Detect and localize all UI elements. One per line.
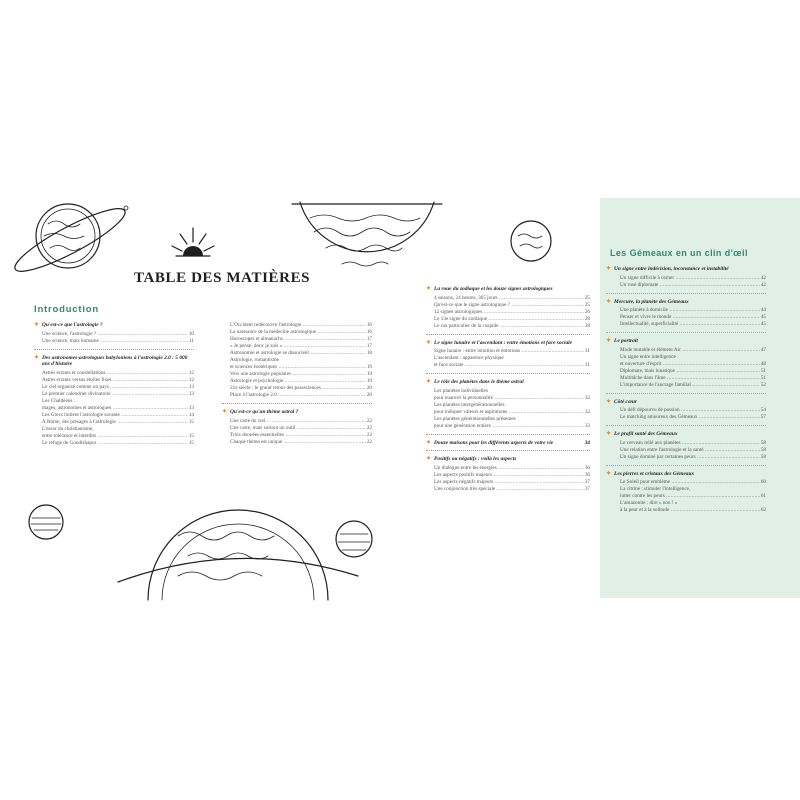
toc-entry[interactable]	[34, 412, 194, 419]
entry-label: Astrologie et psychologie .....	[230, 378, 366, 385]
page-number: 13	[188, 404, 194, 411]
striped-planet-illustration	[292, 198, 442, 288]
chapter-title: Des astronomes-astrologues babyloniens à l'astrologie 2.0 : 5 000 ans d'histoire	[42, 354, 188, 367]
toc-entry[interactable]	[222, 329, 372, 336]
page-number: 18	[366, 350, 372, 356]
star-icon: ✦	[606, 298, 612, 305]
entry-label: pour indiquer valeurs et aspirations .....	[434, 409, 584, 416]
toc-entry[interactable]	[426, 423, 590, 430]
page-number: 15	[188, 439, 194, 446]
toc-entry[interactable]	[34, 426, 194, 433]
section-divider	[222, 403, 372, 404]
section-divider	[606, 425, 766, 426]
toc-entry[interactable]	[606, 486, 766, 493]
ringed-planet-illustration	[8, 196, 138, 286]
chapter-title: Qu'est-ce que l'astrologie ?	[42, 322, 103, 328]
entry-label: Les aspects positifs majeurs .....	[434, 472, 584, 479]
entry-label: Les planètes générationnelles présentes	[434, 415, 516, 422]
entry-label: Un signe difficile à cerner .....	[620, 275, 760, 282]
page-number: 58	[760, 453, 766, 460]
page-number: 19	[366, 364, 372, 370]
entry-label: Trois données essentielles .....	[230, 432, 366, 439]
entry-label: pour une génération entière .....	[434, 423, 584, 430]
toc-column-2	[222, 322, 372, 446]
entry-label: Penser et vivre le monde .....	[620, 314, 760, 321]
entry-label: Intellectualité, superficialité .....	[620, 321, 760, 328]
entry-label: L'essor du christianisme,	[42, 425, 94, 432]
section-divider	[426, 334, 590, 335]
page-number: 22	[366, 431, 372, 438]
entry-label: L'ascendant : apparence physique	[434, 355, 504, 361]
page-number: 44	[760, 307, 766, 313]
chapter-title: Le portrait	[614, 338, 638, 344]
entry-label: Le cerveau relié aux planètes .....	[620, 440, 760, 447]
page-number: 16	[366, 329, 372, 335]
toc-entry[interactable]	[606, 447, 766, 454]
entry-label: Les planètes individuelles	[434, 387, 488, 394]
entry-label: Une planète à domicile .....	[620, 307, 760, 314]
toc-entry[interactable]	[606, 507, 766, 514]
page-number: 37	[584, 485, 590, 492]
toc-entry[interactable]	[606, 368, 766, 375]
page-number: 17	[366, 336, 372, 342]
toc-entry[interactable]	[222, 322, 372, 329]
toc-entry[interactable]	[34, 384, 194, 391]
page-number: 51	[760, 374, 766, 381]
entry-label: Place à l'astrologie 2.0 .....	[230, 392, 366, 399]
page-number: 42	[760, 274, 766, 281]
entry-label: lutter contre les peurs .....	[620, 493, 760, 500]
chapter-title: Mercure, la planète des Gémeaux	[614, 298, 689, 305]
star-icon: ✦	[426, 286, 432, 292]
page-number: 48	[760, 360, 766, 367]
page-title: TABLE DES MATIÈRES	[134, 270, 311, 286]
chapter-title: Positifs ou négatifs : voilà les aspects	[434, 456, 517, 462]
entry-label: La citrine : stimuler l'intelligence,	[620, 486, 691, 492]
entry-label: Astres errants et constellations .....	[42, 370, 188, 377]
toc-entry[interactable]	[222, 371, 372, 378]
page-number: 58	[760, 446, 766, 453]
small-planet-left-illustration	[26, 502, 66, 542]
chapter-heading[interactable]	[426, 456, 590, 463]
toc-column-1	[34, 322, 194, 447]
entry-label: Le ciel organisé comme un pays .....	[42, 384, 188, 391]
toc-entry[interactable]	[222, 350, 372, 357]
toc-entry[interactable]	[606, 375, 766, 382]
toc-entry[interactable]	[606, 407, 766, 414]
section-divider	[606, 465, 766, 466]
toc-entry[interactable]	[34, 398, 194, 405]
toc-entry[interactable]	[606, 307, 766, 314]
entry-label: Multitâche dans l'âme .....	[620, 375, 760, 382]
star-icon: ✦	[606, 470, 612, 477]
entry-label: mages, astronomes et astrologues .....	[42, 405, 188, 412]
entry-label: Une carte, mais surtout un outil .....	[230, 425, 366, 432]
page-number: 45	[760, 321, 766, 327]
page-number: 32	[584, 394, 590, 401]
toc-entry[interactable]	[222, 336, 372, 343]
star-icon: ✦	[606, 338, 612, 344]
entry-label: pour nuancer la personnalité .....	[434, 395, 584, 402]
entry-label: Les Chaldéens :	[42, 397, 76, 404]
entry-label: 4 saisons, 24 heures, 365 jours .....	[434, 295, 584, 302]
toc-entry[interactable]	[426, 479, 590, 486]
entry-label: 21e siècle : le grand retour des parasciences .....	[230, 385, 366, 392]
toc-entry[interactable]	[606, 454, 766, 461]
chapter-title: Le rôle des planètes dans le thème astral	[434, 379, 524, 385]
entry-label: Une carte du ciel… .....	[230, 418, 366, 425]
page-number: 25	[584, 301, 590, 308]
toc-entry[interactable]	[606, 361, 766, 368]
toc-entry[interactable]	[426, 295, 590, 302]
toc-entry[interactable]	[34, 405, 194, 412]
page-number: 16	[366, 322, 372, 328]
toc-entry[interactable]	[222, 385, 372, 392]
page-number: 37	[584, 478, 590, 485]
page-number: 28	[584, 315, 590, 322]
entry-label: Astrologie, romantisme	[230, 357, 279, 363]
chapter-heading[interactable]	[34, 322, 194, 329]
star-icon: ✦	[426, 339, 432, 346]
entry-label: et face sociale .....	[434, 362, 584, 369]
chapter-title: La roue du zodiaque et les douze signes astrologiques	[434, 286, 553, 292]
entry-label: Une science, mais humaine .....	[42, 338, 188, 345]
toc-entry[interactable]	[34, 338, 194, 345]
chapter-heading[interactable]	[606, 266, 766, 273]
section-divider	[426, 450, 590, 451]
page-number: 15	[188, 432, 194, 439]
large-ringed-planet-illustration	[118, 496, 358, 600]
toc-entry[interactable]	[606, 414, 766, 421]
entry-label: L'Occident redécouvre l'astrologie .....	[230, 322, 366, 329]
toc-entry[interactable]	[426, 362, 590, 369]
chapter-heading[interactable]	[606, 399, 766, 406]
section-divider	[34, 349, 194, 350]
entry-label: 12 signes astrologiques .....	[434, 309, 584, 316]
page-number: 12	[188, 376, 194, 383]
toc-entry[interactable]	[426, 416, 590, 423]
entry-label: L'amazonite : dire « non ! »	[620, 500, 678, 506]
page-number: 19	[366, 371, 372, 377]
page-number: 36	[584, 464, 590, 471]
entry-label: Une conjonction très spéciale .....	[434, 486, 584, 493]
page-number: 31	[584, 348, 590, 354]
toc-entry[interactable]	[34, 419, 194, 426]
star-icon: ✦	[426, 439, 432, 446]
chapter-title: Qu'est-ce qu'un thème astral ?	[230, 409, 299, 415]
chapter-heading[interactable]	[606, 338, 766, 345]
toc-entry[interactable]	[606, 354, 766, 361]
page-number: 36	[584, 471, 590, 478]
toc-entry[interactable]	[426, 388, 590, 395]
section-divider	[426, 373, 590, 374]
toc-entry[interactable]	[606, 282, 766, 289]
page-number: 20	[366, 392, 372, 398]
page-number: 12	[188, 369, 194, 376]
entry-label: Un défi dépourvu de passion .....	[620, 407, 760, 414]
toc-entry[interactable]	[426, 316, 590, 323]
toc-entry[interactable]	[34, 433, 194, 440]
section-divider	[426, 434, 590, 435]
entry-label: Le Soleil pour emblème .....	[620, 479, 760, 486]
moon-planet-illustration	[508, 218, 554, 264]
entry-label: Le cas particulier de la cuspide .....	[434, 323, 584, 330]
toc-entry[interactable]	[606, 314, 766, 321]
toc-entry[interactable]	[34, 370, 194, 377]
entry-label: et ouverture d'esprit .....	[620, 361, 760, 368]
toc-entry[interactable]	[426, 409, 590, 416]
toc-entry[interactable]	[34, 440, 194, 447]
page-number: 52	[760, 381, 766, 388]
chapter-heading[interactable]	[426, 286, 590, 293]
toc-entry[interactable]	[34, 391, 194, 398]
toc-entry[interactable]	[222, 425, 372, 432]
page-number: 45	[760, 314, 766, 320]
page-number: 15	[188, 418, 194, 425]
entry-label: Une science, l'astrologie ? .....	[42, 331, 188, 338]
page-number: 60	[760, 479, 766, 485]
toc-entry[interactable]	[606, 321, 766, 328]
toc-entry[interactable]	[426, 465, 590, 472]
page-number: 13	[188, 390, 194, 397]
small-planet-right-illustration	[334, 514, 374, 564]
star-icon: ✦	[606, 266, 612, 272]
page-number: 11	[189, 337, 194, 344]
page-number: 17	[366, 343, 372, 349]
section-divider	[606, 332, 766, 333]
section-divider	[606, 293, 766, 294]
entry-label: et sciences ésotériques .....	[230, 364, 366, 371]
page-number: 61	[760, 493, 766, 499]
toc-entry[interactable]	[34, 331, 194, 338]
entry-label: Le premier calendrier divinatoire .....	[42, 391, 188, 398]
chapter-heading[interactable]	[426, 440, 590, 447]
toc-entry[interactable]	[222, 378, 372, 385]
toc-entry[interactable]	[222, 364, 372, 371]
entry-label: Un signe dominé par certaines peurs .....	[620, 454, 760, 461]
toc-entry[interactable]	[426, 402, 590, 409]
toc-column-3	[426, 286, 590, 493]
page-number: 58	[760, 439, 766, 446]
entry-label: À Rome, des présages à l'astrologie .....	[42, 419, 188, 426]
entry-label: Les aspects négatifs majeurs .....	[434, 479, 584, 486]
page-number: 25	[584, 294, 590, 301]
page-number: 22	[366, 438, 372, 445]
toc-entry[interactable]	[426, 395, 590, 402]
toc-entry[interactable]	[222, 432, 372, 439]
entry-label: Horoscopes et almanachs .....	[230, 336, 366, 343]
chapter-heading[interactable]	[606, 299, 766, 306]
entry-label: Les planètes intergénérationnelles	[434, 401, 505, 408]
page-number: 31	[584, 362, 590, 368]
entry-label: Astres errants versus étoiles fixes .....	[42, 377, 188, 384]
toc-entry[interactable]	[222, 357, 372, 364]
star-icon: ✦	[426, 379, 432, 385]
star-icon: ✦	[34, 354, 40, 361]
toc-entry[interactable]	[606, 382, 766, 389]
toc-entry[interactable]	[606, 479, 766, 486]
entry-label: Astronomie et astrologie se dissocient .....	[230, 350, 366, 357]
entry-label: entre tolérance et interdits .....	[42, 433, 188, 440]
page-number: 22	[366, 424, 372, 431]
page-number: 13	[188, 383, 194, 390]
chapter-heading[interactable]	[34, 355, 194, 368]
chapter-title: Douze maisons pour les différents aspects de votre vie	[434, 439, 554, 446]
entry-label: Le refuge de Gondishapur .....	[42, 440, 188, 447]
page-number: 54	[760, 407, 766, 413]
chapter-heading[interactable]	[606, 471, 766, 478]
page-number: 19	[366, 378, 372, 384]
page-number: 62	[760, 507, 766, 513]
page-number: 10	[188, 330, 194, 337]
chapter-title: Le signe lunaire et l'ascendant : entre émotions et face sociale	[434, 339, 573, 346]
entry-label: Les Grecs initient l'astrologie savante .....	[42, 412, 188, 419]
toc-entry[interactable]	[606, 347, 766, 354]
page-number: 47	[760, 346, 766, 353]
entry-label: Une relation entre l'astrologie et la santé .....	[620, 447, 760, 454]
entry-label: Qu'est-ce que le signe astrologique ? .....	[434, 302, 584, 309]
sun-icon	[168, 224, 218, 260]
star-icon: ✦	[34, 322, 40, 328]
star-icon: ✦	[426, 456, 432, 462]
toc-entry[interactable]	[426, 323, 590, 330]
entry-label: Un dialogue entre les énergies .....	[434, 465, 584, 472]
star-icon: ✦	[606, 431, 612, 437]
entry-label: Le matching amoureux des Gémeaux .....	[620, 414, 760, 421]
page-number: 33	[584, 422, 590, 429]
toc-entry[interactable]	[606, 275, 766, 282]
star-icon: ✦	[222, 409, 228, 415]
section-divider	[606, 393, 766, 394]
page-number: 51	[760, 367, 766, 374]
page-number: 14	[188, 411, 194, 418]
chapter-title: Les pierres et cristaux des Gémeaux	[614, 470, 695, 477]
entry-label: Signe lunaire : entre intuition et émotions .....	[434, 348, 584, 355]
entry-label: L'importance de l'ancrage familial .....	[620, 382, 760, 389]
toc-entry[interactable]	[222, 439, 372, 446]
chapter-title: Un signe entre indécision, inconstance et instabilité	[614, 266, 729, 272]
page-number: 20	[366, 385, 372, 391]
page-number: 26	[584, 308, 590, 315]
chapter-title: Le profil santé des Gémeaux	[614, 431, 678, 437]
entry-label: à la peur et à la solitude .....	[620, 507, 760, 514]
toc-entry[interactable]	[606, 500, 766, 507]
toc-entry[interactable]	[606, 440, 766, 447]
page-number: 57	[760, 414, 766, 420]
panel-title: Les Gémeaux en un clin d'œil	[610, 248, 748, 258]
toc-entry[interactable]	[34, 377, 194, 384]
toc-entry[interactable]	[426, 355, 590, 362]
entry-label: Un signe entre intelligence	[620, 353, 676, 360]
toc-entry[interactable]	[426, 309, 590, 316]
entry-label: « Je pense, donc je suis » .....	[230, 343, 366, 350]
toc-entry[interactable]	[222, 343, 372, 350]
chapter-heading[interactable]	[426, 379, 590, 386]
entry-label: Le 13e signe du zodiaque .....	[434, 316, 584, 323]
page-number: 34	[584, 439, 590, 446]
toc-entry[interactable]	[426, 472, 590, 479]
page-number: 32	[584, 408, 590, 415]
entry-label: Chaque thème est unique .....	[230, 439, 366, 446]
introduction-heading: Introduction	[34, 304, 100, 315]
chapter-title: Côté cœur	[614, 398, 637, 405]
star-icon: ✦	[606, 398, 612, 405]
entry-label: La naissance de la médecine astrologique .....	[230, 329, 366, 336]
entry-label: Diplomate, mais lunatique .....	[620, 368, 760, 375]
entry-label: Un rusé diplomate .....	[620, 282, 760, 289]
toc-entry[interactable]	[426, 348, 590, 355]
chapter-heading[interactable]	[426, 340, 590, 347]
toc-entry[interactable]	[606, 493, 766, 500]
toc-entry[interactable]	[426, 486, 590, 493]
page-number: 42	[760, 281, 766, 288]
toc-entry[interactable]	[222, 418, 372, 425]
page-number: 22	[366, 417, 372, 424]
toc-entry[interactable]	[426, 302, 590, 309]
entry-label: Mode mutable et élément Air .....	[620, 347, 760, 354]
toc-entry[interactable]	[222, 392, 372, 399]
toc-column-4	[606, 266, 766, 514]
chapter-heading[interactable]	[606, 431, 766, 438]
page-number: 28	[584, 322, 590, 329]
chapter-heading[interactable]	[222, 409, 372, 416]
entry-label: Vers une astrologie populaire .....	[230, 371, 366, 378]
